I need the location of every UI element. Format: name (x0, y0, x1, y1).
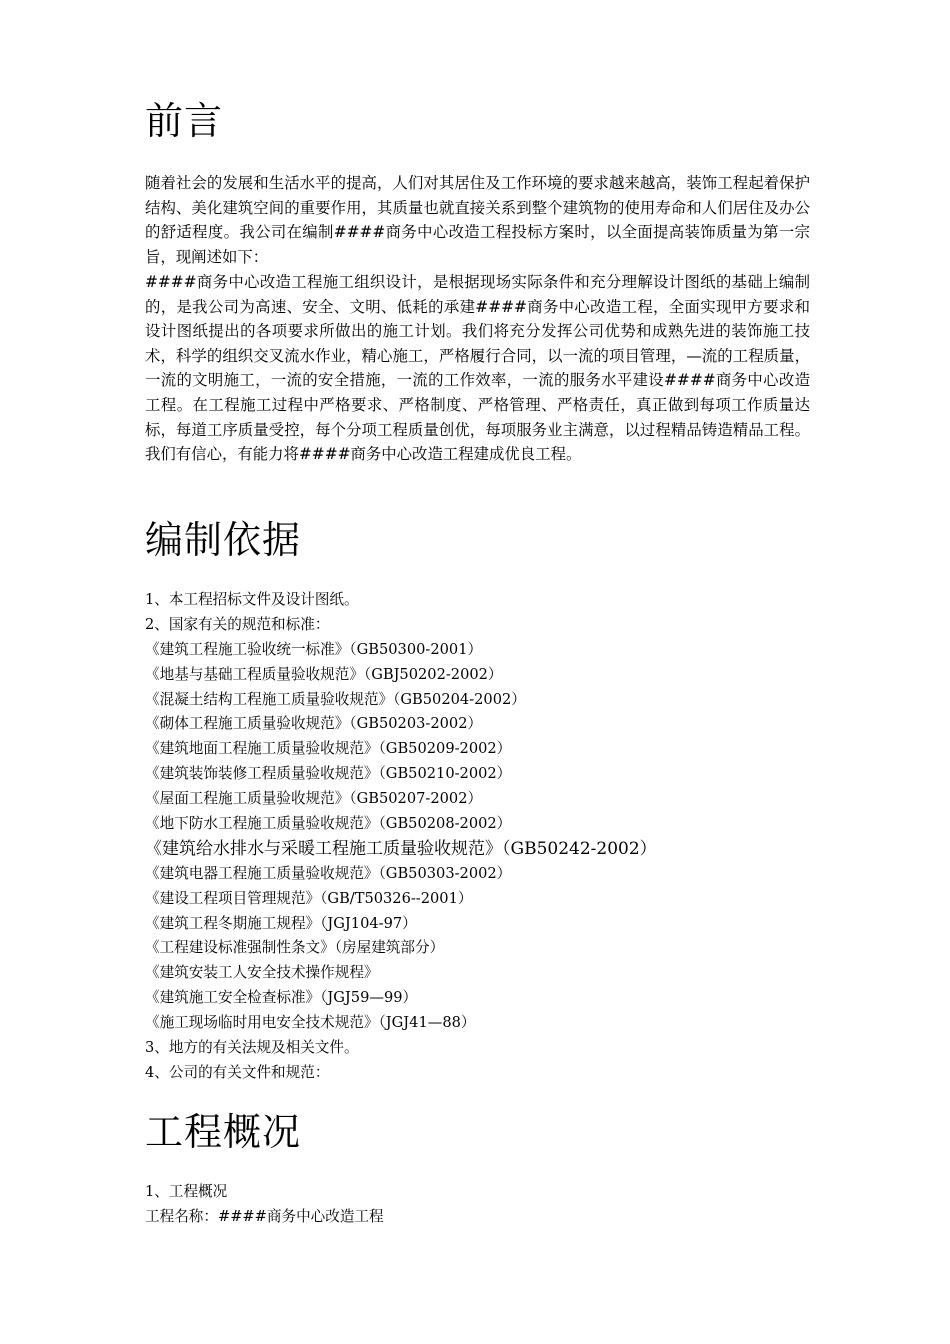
list-item: 《施工现场临时用电安全技术规范》（JGJ41—88） (145, 1014, 476, 1032)
list-item: 《砌体工程施工质量验收规范》（GB50203-2002） (145, 715, 483, 733)
list-item: 《工程建设标准强制性条文》（房屋建筑部分） (145, 939, 445, 957)
list-item: 《建筑施工安全检查标准》（JGJ59—99） (145, 989, 418, 1007)
list-item: 《建筑电器工程施工质量验收规范》（GB50303-2002） (145, 864, 512, 882)
preface-paragraph-2: ####商务中心改造工程施工组织设计，是根据现场实际条件和充分理解设计图纸的基础上编制的，是我公司为高速、安全、文明、低耗的承建####商务中心改造工程，全面实现甲方要求和设计图纸提出的各项要求所做出的施工计划。我们将充分发挥公司优势和成熟先进的装饰施工技术，科学的组织交叉流水作业，精心施工，严格履行合同，以一流的项目管理，—流的工程质量，一流的文明施工，一流的安全措施，一流的工作效率，一流的服务水平建设####商务中心改造工程。在工程施工过程中严格要求、严格制度、严格管理、严格责任，真正做到每项工作质量达标，每道工序质量受控，每个分项工程质量创优，每项服务业主满意，以过程精品铸造精品工程。我们有信心，有能力将####商务中心改造工程建成优良工程。 (145, 273, 810, 464)
list-item: 《建设工程项目管理规范》（GB/T50326--2001） (145, 889, 473, 907)
list-item: 《建筑安装工人安全技术操作规程》 (145, 964, 379, 982)
list-item: 《建筑装饰装修工程质量验收规范》（GB50210-2002） (145, 765, 512, 783)
list-item: 《地下防水工程施工质量验收规范》（GB50208-2002） (145, 815, 512, 833)
heading-preface: 前言 (145, 99, 224, 143)
list-item: 《屋面工程施工质量验收规范》（GB50207-2002） (145, 790, 483, 808)
overview-list (145, 1180, 810, 1230)
list-item: 《建筑工程冬期施工规程》（JGJ104-97） (145, 914, 417, 932)
list-item: 1、本工程招标文件及设计图纸。 (145, 591, 359, 608)
list-item: 《地基与基础工程质量验收规范》（GBJ50202-2002） (145, 665, 503, 683)
list-item: 工程名称：####商务中心改造工程 (145, 1207, 384, 1225)
list-item: 4、公司的有关文件和规范： (145, 1063, 330, 1081)
list-item: 1、工程概况 (145, 1183, 228, 1200)
list-item: 《建筑地面工程施工质量验收规范》（GB50209-2002） (145, 740, 512, 758)
heading-basis: 编制依据 (145, 518, 302, 562)
list-item: 3、地方的有关法规及相关文件。 (145, 1039, 359, 1057)
preface-paragraph-1: 随着社会的发展和生活水平的提高，人们对其居住及工作环境的要求越来越高，装饰工程起着保护结构、美化建筑空间的重要作用，其质量也就直接关系到整个建筑物的使用寿命和人们居住及办公的舒适程度。我公司在编制####商务中心改造工程投标方案时，以全面提高装饰质量为第一宗旨，现阐述如下： (145, 174, 810, 266)
list-item: 《建筑给水排水与采暖工程施工质量验收规范》（GB50242-2002） (145, 838, 657, 859)
heading-overview: 工程概况 (145, 1110, 302, 1154)
list-item: 《建筑工程施工验收统一标准》（GB50300-2001） (145, 640, 483, 658)
basis-list (145, 588, 810, 1086)
list-item: 《混凝土结构工程施工质量验收规范》（GB50204-2002） (145, 690, 526, 708)
list-item: 2、国家有关的规范和标准： (145, 615, 330, 633)
